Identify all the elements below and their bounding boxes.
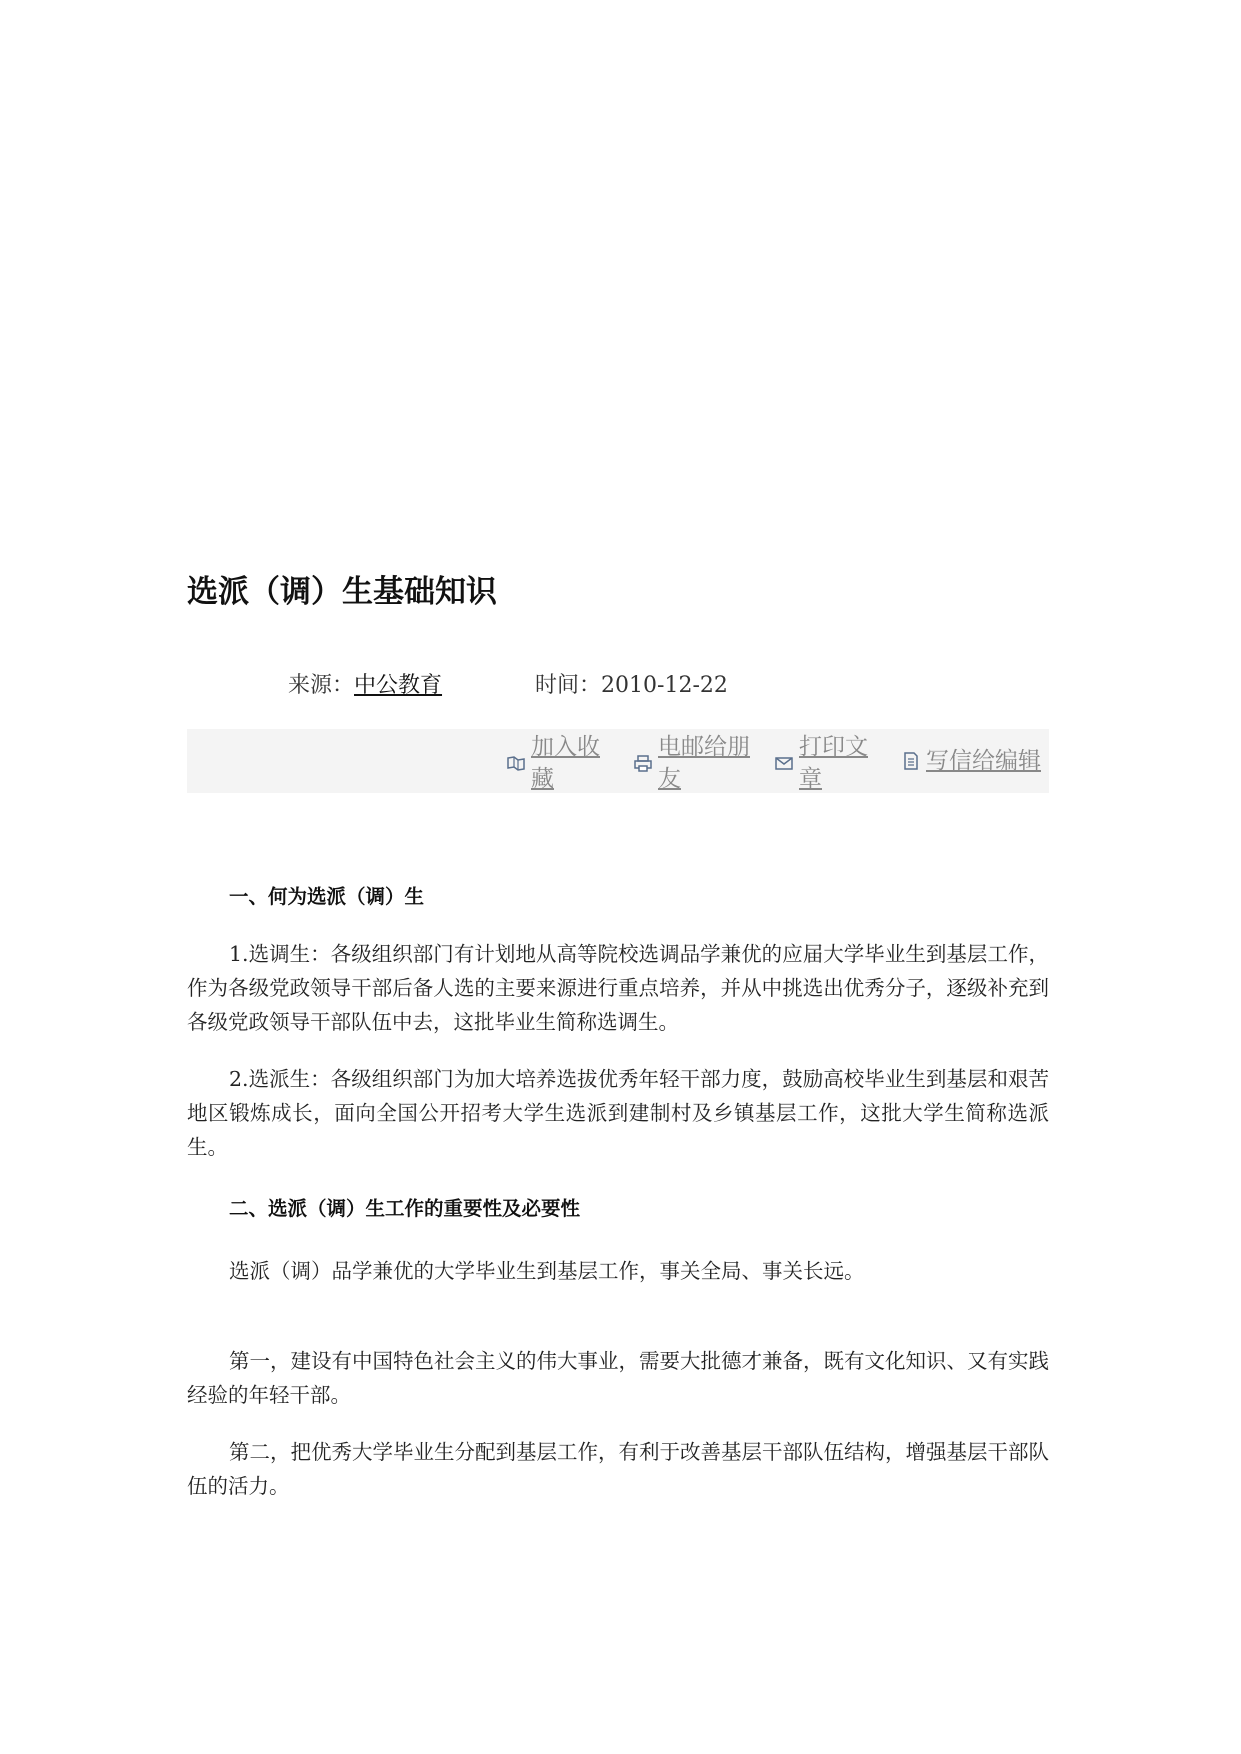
- print-article-label[interactable]: 打印文章: [799, 734, 868, 792]
- paragraph: 第一，建设有中国特色社会主义的伟大事业，需要大批德才兼备，既有文化知识、又有实践经验的年轻干部。: [187, 1349, 1049, 1407]
- section-heading: 二、选派（调）生工作的重要性及必要性: [229, 1197, 581, 1220]
- page-title: 选派（调）生基础知识: [187, 574, 497, 610]
- write-editor-button[interactable]: [900, 745, 1041, 777]
- source-label: 来源：: [288, 673, 355, 698]
- paragraph: 1.选调生：各级组织部门有计划地从高等院校选调品学兼优的应届大学毕业生到基层工作，作为各级党政领导干部后备人选的主要来源进行重点培养，并从中挑选出优秀分子，逐级补充到各级党政领导干部队伍中去，这批毕业生简称选调生。: [187, 942, 1049, 1034]
- article-toolbar: [187, 729, 1049, 793]
- print-article-button[interactable]: [773, 731, 875, 795]
- article-meta: [288, 668, 728, 699]
- write-editor-label[interactable]: 写信给编辑: [926, 748, 1041, 774]
- paragraph: 2.选派生：各级组织部门为加大培养选拔优秀年轻干部力度，鼓励高校毕业生到基层和艰苦地区锻炼成长，面向全国公开招考大学生选派到建制村及乡镇基层工作，这批大学生简称选派生。: [187, 1067, 1049, 1159]
- document-icon: [900, 750, 922, 772]
- add-favorite-button[interactable]: [505, 731, 607, 795]
- article-body: [187, 880, 1049, 1503]
- add-favorite-label[interactable]: 加入收藏: [531, 734, 600, 792]
- envelope-icon: [773, 752, 795, 774]
- paragraph: 选派（调）品学兼优的大学毕业生到基层工作，事关全局、事关长远。: [229, 1259, 865, 1283]
- paragraph: 第二，把优秀大学毕业生分配到基层工作，有利于改善基层干部队伍结构，增强基层干部队伍的活力。: [187, 1440, 1049, 1498]
- email-friend-button[interactable]: [632, 731, 760, 795]
- time-block: [535, 673, 728, 698]
- time-label: 时间：: [535, 673, 602, 698]
- printer-icon: [632, 752, 654, 774]
- time-value: 2010-12-22: [601, 673, 728, 698]
- source-link[interactable]: 中公教育: [354, 673, 443, 698]
- email-friend-label[interactable]: 电邮给朋友: [658, 734, 750, 792]
- section-heading: 一、何为选派（调）生: [229, 885, 425, 908]
- bookmark-icon: [505, 752, 527, 774]
